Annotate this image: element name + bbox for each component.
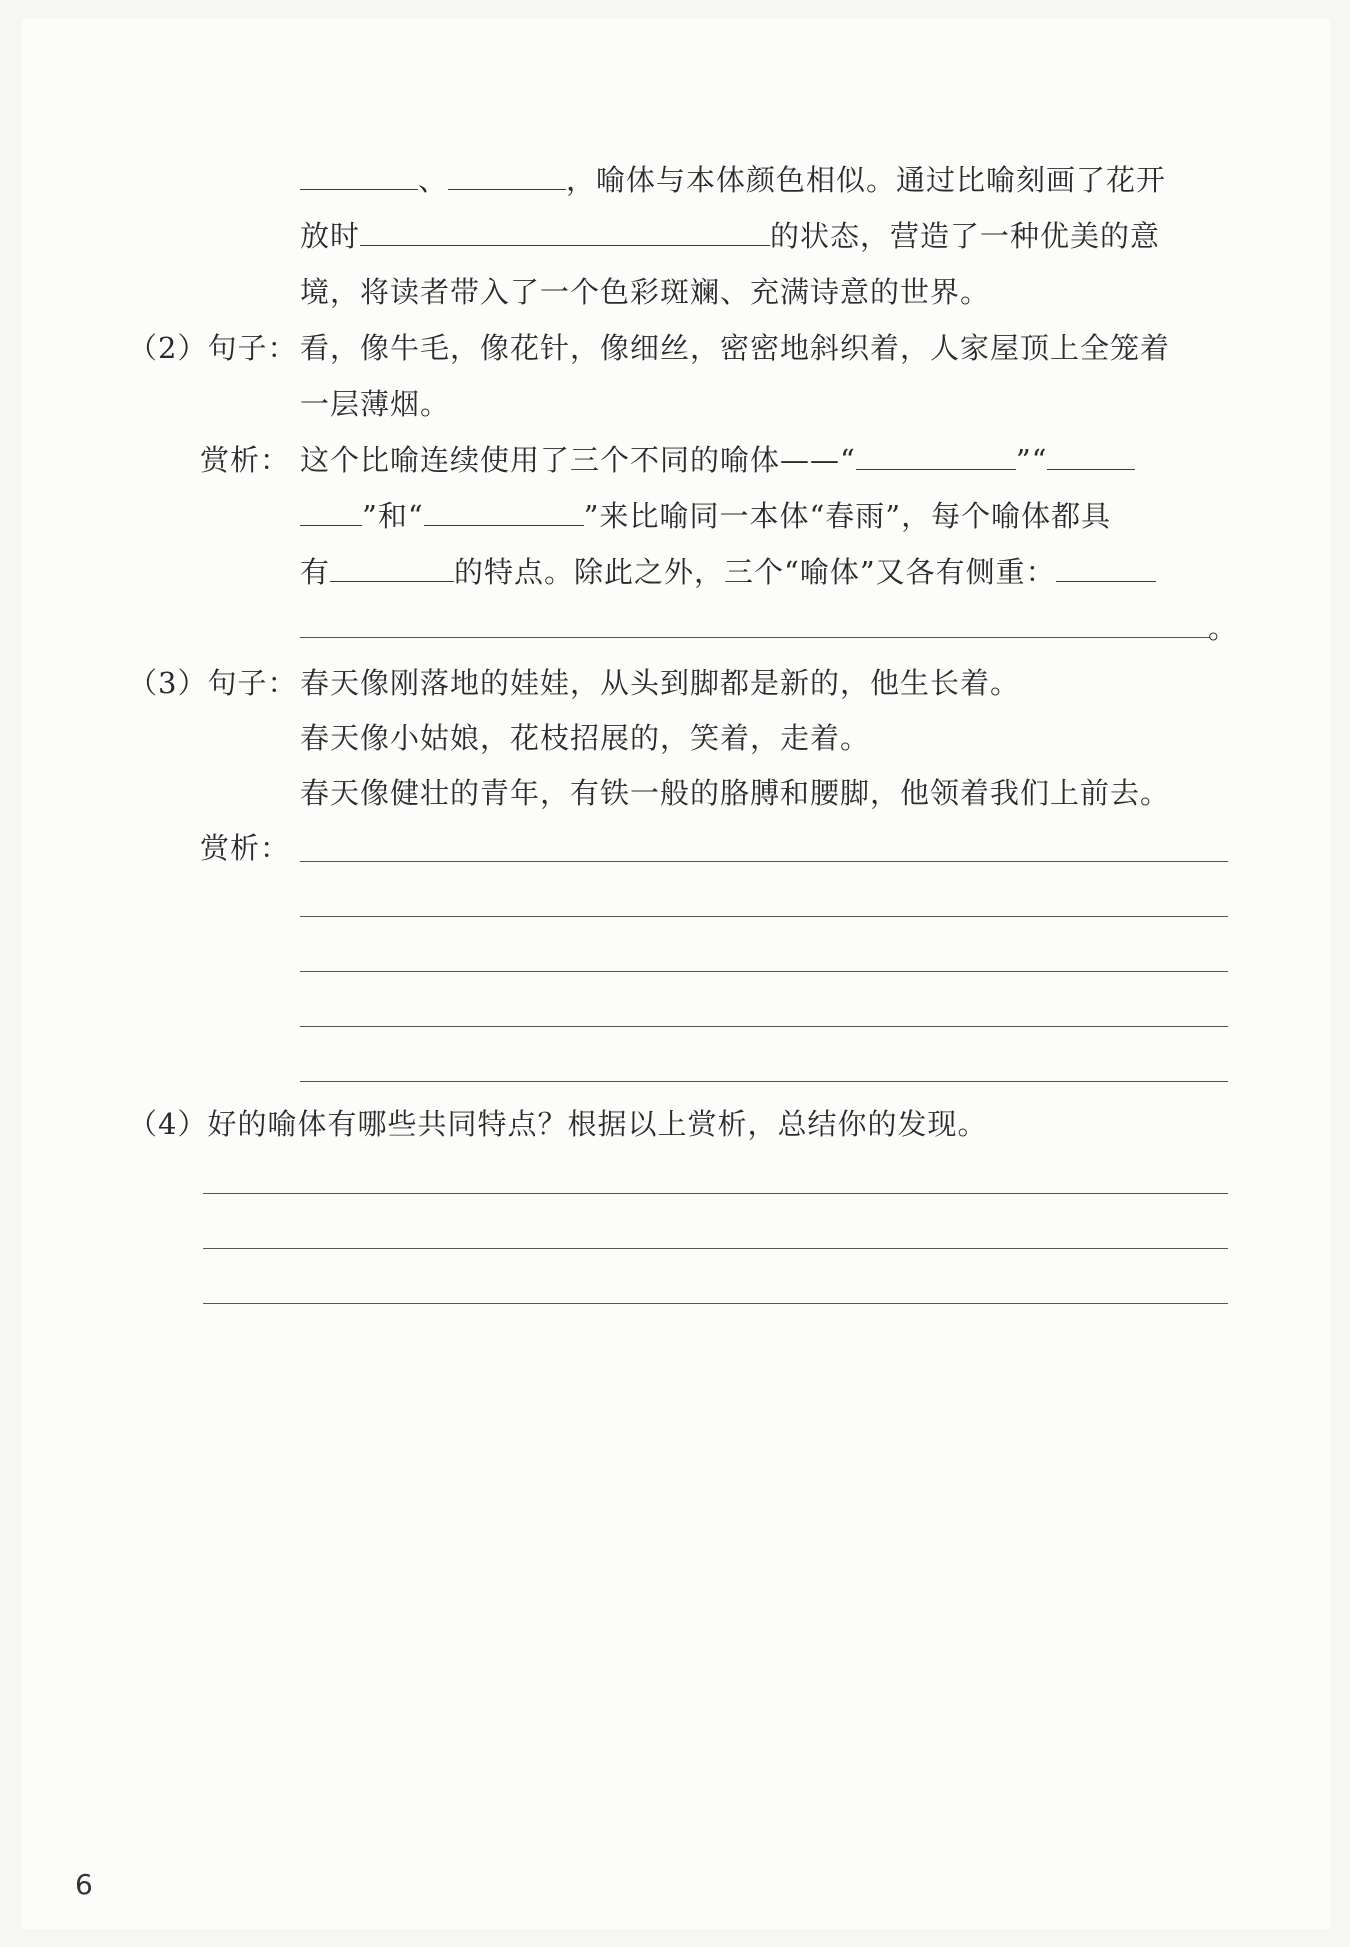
answer-line[interactable] xyxy=(300,1081,1228,1082)
answer-line[interactable] xyxy=(300,1026,1228,1027)
q3-sentence-line2: 春天像小姑娘，花枝招展的，笑着，走着。 xyxy=(300,721,871,755)
answer-blank[interactable] xyxy=(300,163,418,190)
q2-label: （2）句子： xyxy=(128,331,298,365)
answer-line[interactable] xyxy=(203,1248,1228,1249)
answer-blank[interactable] xyxy=(1047,443,1135,470)
q3-sentence-line1: 春天像刚落地的娃娃，从头到脚都是新的，他生长着。 xyxy=(300,666,1021,700)
q2-analysis-line2: ”和“ ”来比喻同一本体“春雨”，每个喻体都具 xyxy=(300,496,1111,536)
q2-analysis-line3: 有 的特点。除此之外，三个“喻体”又各有侧重： xyxy=(300,552,1156,592)
answer-blank[interactable] xyxy=(330,555,454,582)
answer-blank[interactable] xyxy=(448,163,566,190)
q3-analysis-label: 赏析： xyxy=(200,831,291,865)
page-number: 6 xyxy=(75,1868,93,1901)
answer-blank[interactable] xyxy=(300,499,362,526)
q2-sentence-line1: 看，像牛毛，像花针，像细丝，密密地斜织着，人家屋顶上全笼着 xyxy=(300,331,1171,365)
answer-line[interactable] xyxy=(300,916,1228,917)
answer-blank[interactable] xyxy=(360,219,770,246)
answer-blank[interactable] xyxy=(856,443,1016,470)
answer-line[interactable] xyxy=(203,1193,1228,1194)
q3-sentence-line3: 春天像健壮的青年，有铁一般的胳膊和腰脚，他领着我们上前去。 xyxy=(300,776,1171,810)
q1-line2: 放时 的状态，营造了一种优美的意 xyxy=(300,219,1161,253)
answer-line[interactable] xyxy=(300,971,1228,972)
q2-analysis-line1: 这个比喻连续使用了三个不同的喻体——“ ”“ xyxy=(300,440,1135,480)
q3-label: （3）句子： xyxy=(128,666,298,700)
q4-question: （4）好的喻体有哪些共同特点？根据以上赏析，总结你的发现。 xyxy=(128,1107,988,1141)
q2-analysis-label: 赏析： xyxy=(200,443,291,477)
q2-sentence-line2: 一层薄烟。 xyxy=(300,387,451,421)
answer-blank[interactable] xyxy=(1056,555,1156,582)
answer-line[interactable] xyxy=(203,1303,1228,1304)
answer-line[interactable] xyxy=(300,637,1210,638)
q2-period: 。 xyxy=(1208,611,1239,645)
answer-line[interactable] xyxy=(300,861,1228,862)
answer-blank[interactable] xyxy=(424,499,584,526)
q1-line1: 、 ，喻体与本体颜色相似。通过比喻刻画了花开 xyxy=(300,160,1166,200)
q1-line3: 境，将读者带入了一个色彩斑斓、充满诗意的世界。 xyxy=(300,275,991,309)
